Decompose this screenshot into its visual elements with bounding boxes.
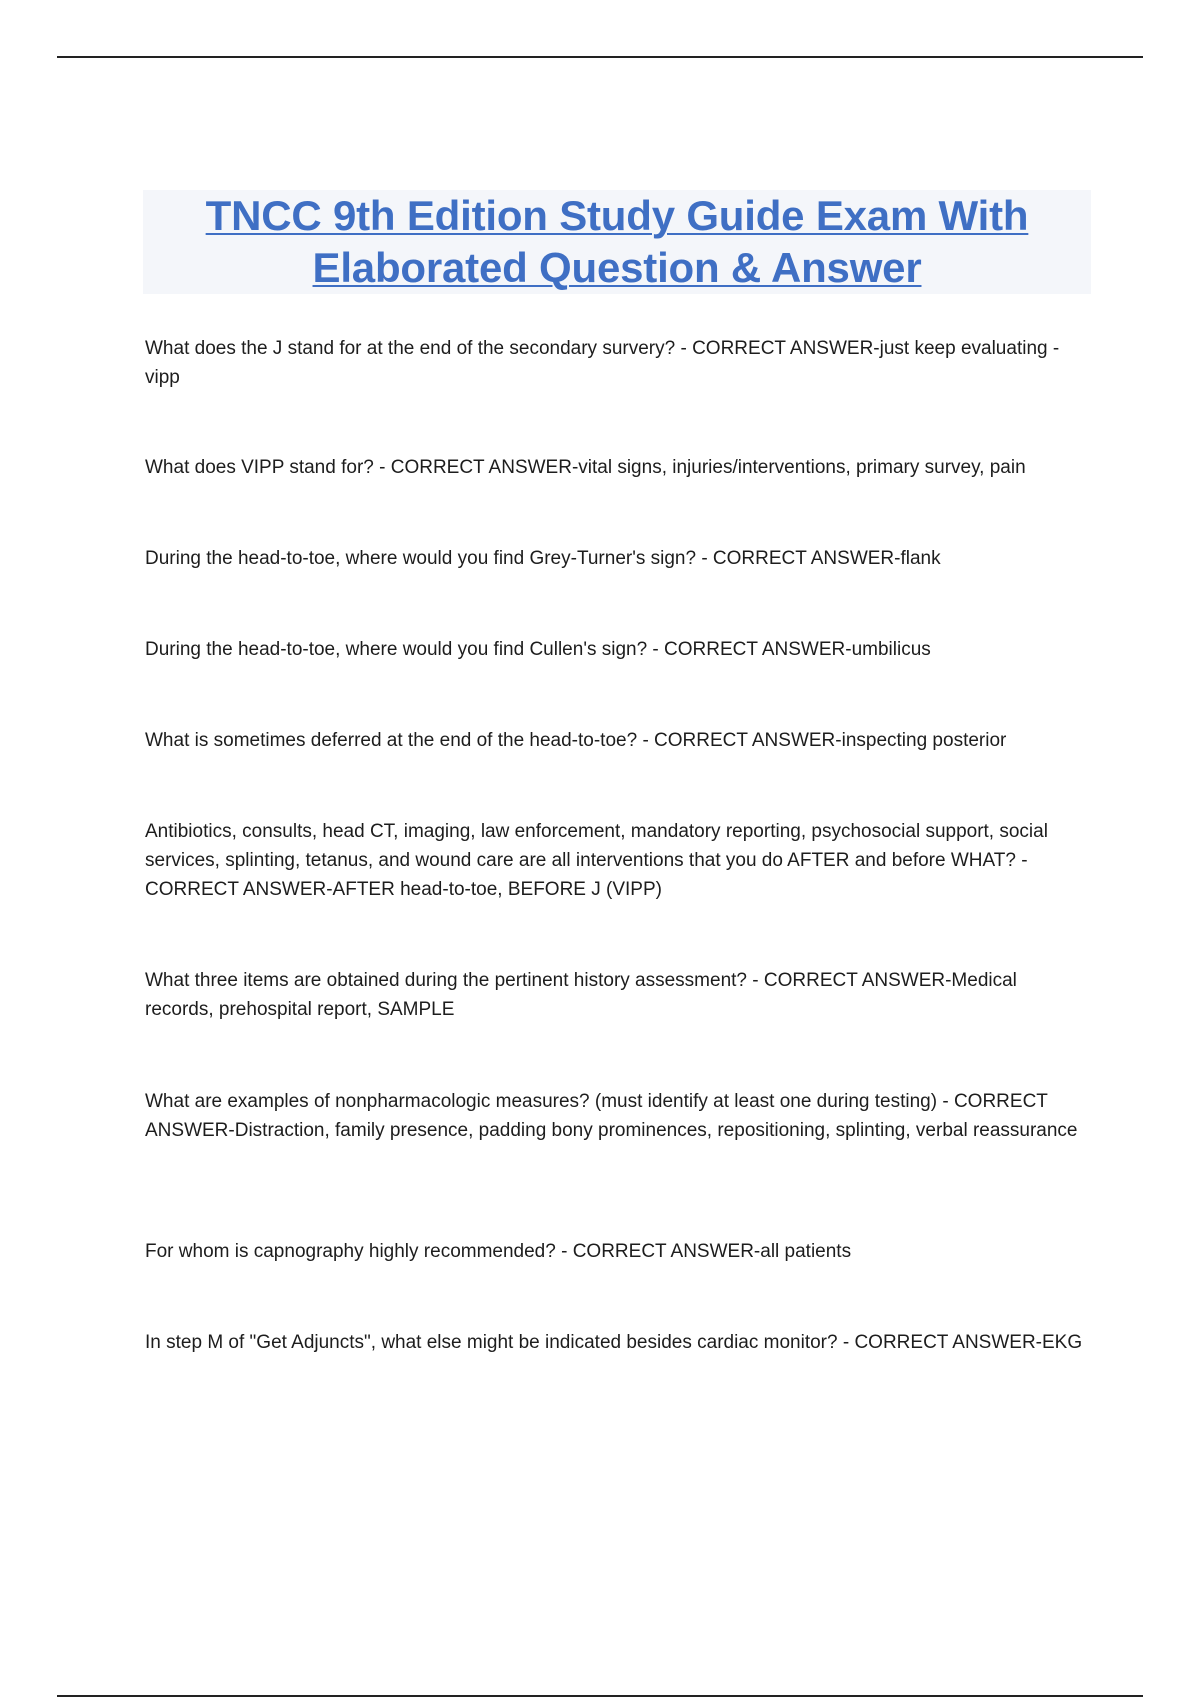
qa-item: What are examples of nonpharmacologic measures? (must identify at least one during testing) - CORRECT ANSWER-Distraction, family presence, padding bony prominences, repositioning, splinting, verbal reassurance	[145, 1091, 1078, 1141]
bottom-rule	[57, 1695, 1143, 1697]
qa-item: What three items are obtained during the pertinent history assessment? - CORRECT ANSWER-Medical records, prehospital report, SAMPLE	[145, 970, 1017, 1020]
qa-item: During the head-to-toe, where would you find Grey-Turner's sign? - CORRECT ANSWER-flank	[145, 548, 941, 569]
document-title-line-1: TNCC 9th Edition Study Guide Exam With	[205, 192, 1029, 239]
qa-item: For whom is capnography highly recommended? - CORRECT ANSWER-all patients	[145, 1241, 852, 1262]
qa-item: What is sometimes deferred at the end of the head-to-toe? - CORRECT ANSWER-inspecting posterior	[145, 730, 1007, 751]
qa-item: In step M of "Get Adjuncts", what else might be indicated besides cardiac monitor? - CORRECT ANSWER-EKG	[145, 1332, 1083, 1353]
document-title-line-2: Elaborated Question & Answer	[312, 244, 922, 291]
qa-item: What does the J stand for at the end of the secondary survery? - CORRECT ANSWER-just keep evaluating - vipp	[145, 338, 1060, 388]
qa-item: Antibiotics, consults, head CT, imaging, law enforcement, mandatory reporting, psychosocial support, social services, splinting, tetanus, and wound care are all interventions that you do AFTER and before WHAT? - CORRECT ANSWER-AFTER head-to-toe, BEFORE J (VIPP)	[145, 821, 1048, 900]
qa-item: What does VIPP stand for? - CORRECT ANSWER-vital signs, injuries/interventions, primary survey, pain	[145, 457, 1026, 478]
title-banner	[143, 190, 1091, 294]
top-rule	[57, 56, 1143, 58]
qa-item: During the head-to-toe, where would you find Cullen's sign? - CORRECT ANSWER-umbilicus	[145, 639, 931, 660]
